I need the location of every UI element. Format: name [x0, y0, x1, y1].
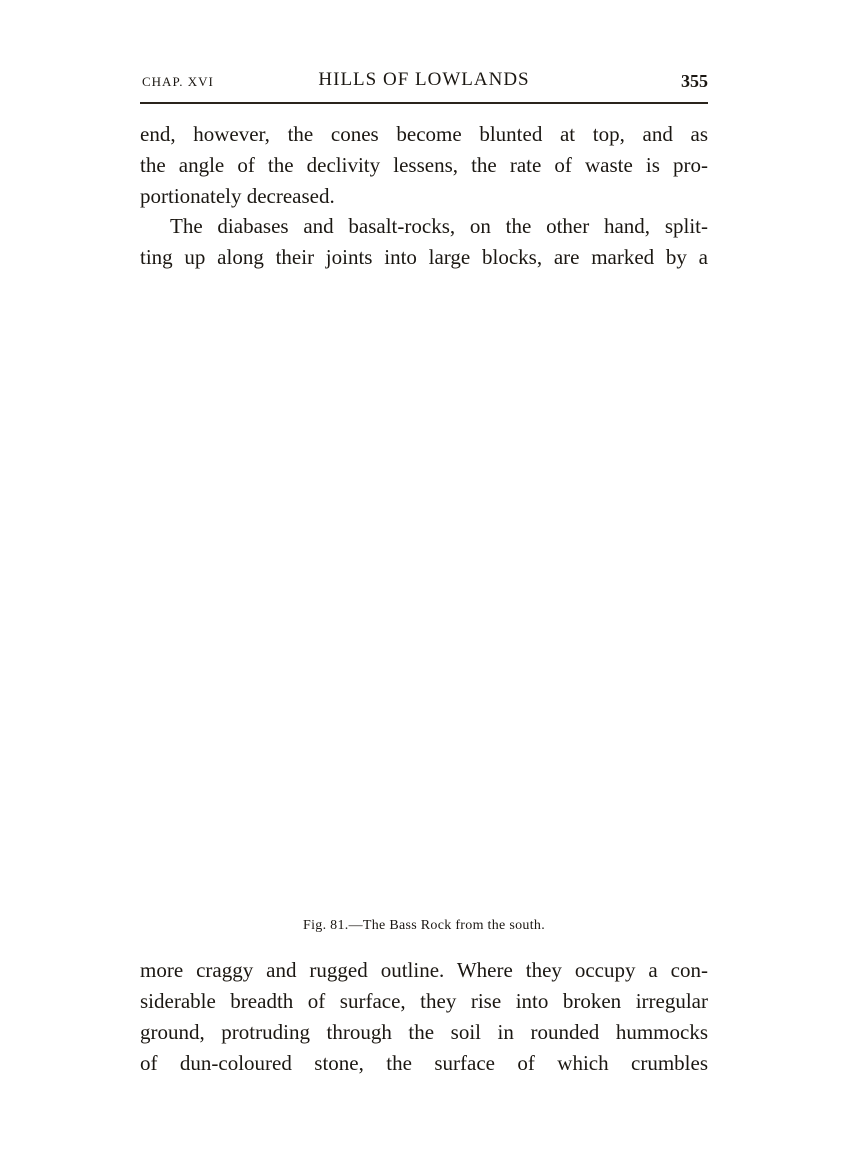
- text-line: siderable breadth of surface, they rise into broken irregular: [140, 989, 708, 1013]
- chapter-label: CHAP. XVI: [142, 74, 214, 89]
- text-line: The diabases and basalt-rocks, on the other hand, split-: [170, 214, 708, 238]
- paragraph-diabases: [140, 211, 708, 273]
- bass-rock-engraving: [158, 282, 688, 897]
- text-line: more craggy and rugged outline. Where they occupy a con-: [140, 958, 708, 982]
- text-line: ground, protruding through the soil in rounded hummocks: [140, 1020, 708, 1044]
- text-line: of dun-coloured stone, the surface of which crumbles: [140, 1051, 708, 1075]
- running-head: [140, 68, 708, 96]
- text-line: the angle of the declivity lessens, the rate of waste is pro-: [140, 153, 708, 177]
- engraving-scene: [158, 282, 688, 897]
- figure-caption: Fig. 81.—The Bass Rock from the south.: [303, 918, 545, 933]
- chapter-title: HILLS OF LOWLANDS: [318, 69, 530, 90]
- paragraph-continuation: [140, 119, 708, 212]
- text-line: portionately decreased.: [140, 184, 335, 208]
- page-number: 355: [681, 71, 708, 91]
- text-line: end, however, the cones become blunted at top, and as: [140, 122, 708, 146]
- paragraph-craggy: [140, 955, 708, 1079]
- header-rule: [140, 102, 708, 104]
- text-line: ting up along their joints into large blocks, are marked by a: [140, 245, 708, 269]
- engraving-illustration: [158, 282, 688, 897]
- bass-rock-island: [283, 442, 563, 544]
- foreground-rocks: [158, 622, 688, 822]
